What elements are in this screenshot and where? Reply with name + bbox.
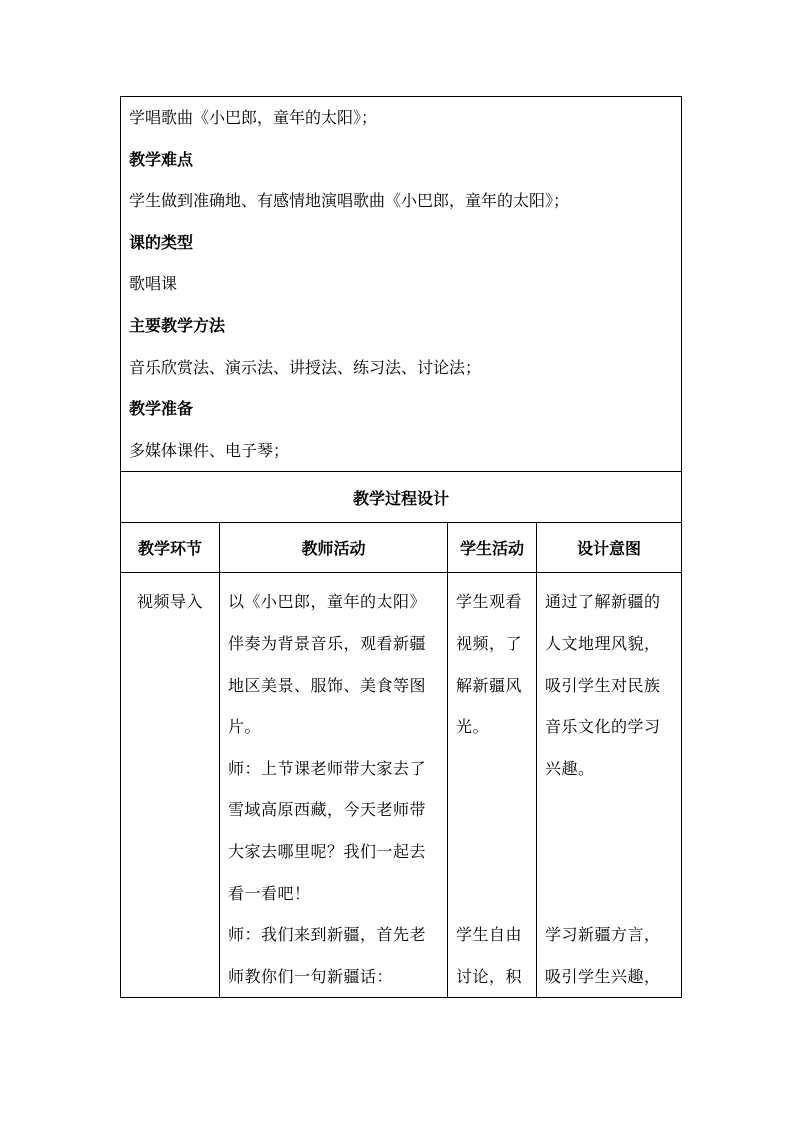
teacher-paragraph: 以《小巴郎，童年的太阳》伴奏为背景音乐，观看新疆地区美景、服饰、美食等图片。 bbox=[228, 592, 427, 737]
intro-cell bbox=[121, 97, 682, 472]
difficulty-text: 学生做到准确地、有感情地演唱歌曲《小巴郎，童年的太阳》； bbox=[129, 191, 570, 211]
column-header-intent: 设计意图 bbox=[537, 523, 682, 573]
preparation-heading: 教学准备 bbox=[129, 399, 194, 419]
design-intent-cell bbox=[537, 573, 682, 998]
column-header-teacher: 教师活动 bbox=[220, 523, 448, 573]
intent-paragraph: 通过了解新疆的人文地理风貌，吸引学生对民族音乐文化的学习兴趣。 bbox=[545, 592, 661, 778]
teacher-paragraph: 师：我们来到新疆，首先老师教你们一句新疆话： bbox=[228, 925, 427, 986]
column-header-student: 学生活动 bbox=[448, 523, 537, 573]
table-row bbox=[121, 573, 682, 998]
lesson-type-heading: 课的类型 bbox=[129, 232, 194, 252]
intent-paragraph: 学习新疆方言，吸引学生兴趣， bbox=[545, 925, 661, 986]
student-activity-cell bbox=[448, 573, 537, 998]
preparation-text: 多媒体课件、电子琴； bbox=[129, 440, 290, 460]
process-title: 教学过程设计 bbox=[121, 472, 682, 523]
objective-text: 学唱歌曲《小巴郎，童年的太阳》； bbox=[129, 108, 378, 127]
teacher-activity-cell bbox=[220, 573, 448, 998]
student-paragraph: 学生自由讨论，积 bbox=[456, 925, 523, 986]
difficulty-heading: 教学难点 bbox=[129, 149, 194, 169]
stage-text: 视频导入 bbox=[136, 592, 203, 612]
lesson-type-text: 歌唱课 bbox=[129, 274, 178, 294]
column-header-stage: 教学环节 bbox=[121, 523, 220, 573]
methods-heading: 主要教学方法 bbox=[129, 315, 226, 335]
methods-text: 音乐欣赏法、演示法、讲授法、练习法、讨论法； bbox=[129, 357, 482, 377]
lesson-plan-table bbox=[120, 96, 682, 998]
student-paragraph: 学生观看视频，了解新疆风光。 bbox=[456, 592, 523, 737]
stage-cell bbox=[121, 573, 220, 998]
teacher-paragraph: 师：上节课老师带大家去了雪域高原西藏，今天老师带大家去哪里呢？我们一起去看一看吧！ bbox=[228, 758, 427, 903]
